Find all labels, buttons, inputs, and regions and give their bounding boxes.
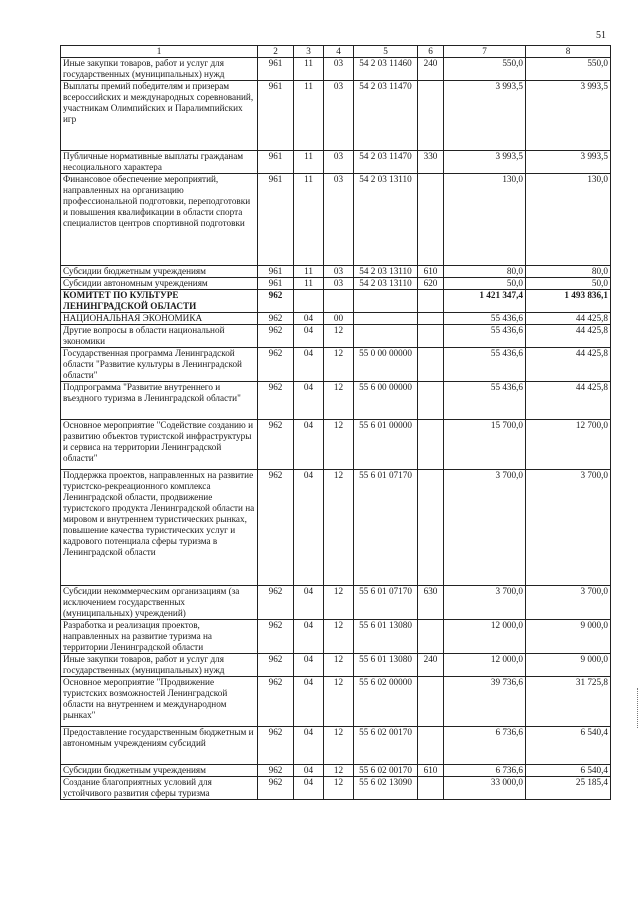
row-value-cell: 12: [324, 420, 354, 470]
row-value-cell: 54 2 03 13110: [354, 266, 418, 278]
row-value-cell: 55 6 01 13080: [354, 620, 418, 654]
row-value-cell: 55 6 02 00170: [354, 727, 418, 765]
row-value-cell: 630: [418, 586, 444, 620]
table-row: [61, 620, 611, 654]
table-row: [61, 290, 611, 313]
row-value-cell: 962: [258, 290, 294, 313]
row-value-cell: [418, 290, 444, 313]
row-value-cell: [354, 290, 418, 313]
row-value-cell: 04: [294, 765, 324, 777]
row-value-cell: 961: [258, 278, 294, 290]
scan-edge-marks: [637, 688, 639, 728]
row-value-cell: 55 0 00 00000: [354, 348, 418, 382]
row-title-cell: Основное мероприятие "Продвижение туристских возможностей Ленинградской области на внутреннем и международном рынках": [61, 677, 258, 727]
row-value-cell: 962: [258, 727, 294, 765]
row-value-cell: 12: [324, 325, 354, 348]
row-value-cell: 04: [294, 313, 324, 325]
row-value-cell: 55 6 01 07170: [354, 470, 418, 586]
row-value-cell: 04: [294, 348, 324, 382]
row-value-cell: 962: [258, 382, 294, 420]
row-value-cell: 03: [324, 58, 354, 81]
row-value-cell: 962: [258, 677, 294, 727]
row-value-cell: 04: [294, 586, 324, 620]
row-value-cell: 3 700,0: [526, 586, 611, 620]
row-value-cell: 11: [294, 278, 324, 290]
row-title-cell: НАЦИОНАЛЬНАЯ ЭКОНОМИКА: [61, 313, 258, 325]
row-value-cell: 6 540,4: [526, 727, 611, 765]
row-value-cell: 130,0: [444, 174, 526, 266]
row-value-cell: 610: [418, 765, 444, 777]
page-number: 51: [596, 30, 606, 41]
row-value-cell: 11: [294, 266, 324, 278]
row-value-cell: 12: [324, 765, 354, 777]
row-value-cell: 44 425,8: [526, 348, 611, 382]
row-value-cell: 80,0: [444, 266, 526, 278]
row-value-cell: 55 6 02 00170: [354, 765, 418, 777]
row-value-cell: [418, 727, 444, 765]
row-title-cell: Финансовое обеспечение мероприятий, направленных на организацию профессиональной подготовки, переподготовки и повышения квалификации в области спорта специалистов центров спортивной подготовки: [61, 174, 258, 266]
table-row: [61, 174, 611, 266]
table-body: [61, 58, 611, 800]
row-value-cell: 04: [294, 777, 324, 800]
row-value-cell: 80,0: [526, 266, 611, 278]
row-title-cell: Разработка и реализация проектов, направленных на развитие туризма на территории Ленинградской области: [61, 620, 258, 654]
row-value-cell: 961: [258, 151, 294, 174]
row-title-cell: Публичные нормативные выплаты гражданам несоциального характера: [61, 151, 258, 174]
row-value-cell: 54 2 03 13110: [354, 278, 418, 290]
row-value-cell: 39 736,6: [444, 677, 526, 727]
row-value-cell: 03: [324, 151, 354, 174]
row-value-cell: 04: [294, 382, 324, 420]
row-title-cell: Субсидии бюджетным учреждениям: [61, 266, 258, 278]
row-title-cell: Государственная программа Ленинградской области "Развитие культуры в Ленинградской области": [61, 348, 258, 382]
row-value-cell: 04: [294, 325, 324, 348]
row-value-cell: 04: [294, 654, 324, 677]
row-value-cell: 04: [294, 620, 324, 654]
row-value-cell: [418, 325, 444, 348]
row-value-cell: 9 000,0: [526, 654, 611, 677]
row-value-cell: 31 725,8: [526, 677, 611, 727]
row-value-cell: [418, 382, 444, 420]
row-value-cell: 962: [258, 470, 294, 586]
row-value-cell: 44 425,8: [526, 313, 611, 325]
table-row: [61, 382, 611, 420]
row-value-cell: 11: [294, 174, 324, 266]
row-value-cell: 55 6 00 00000: [354, 382, 418, 420]
row-title-cell: Поддержка проектов, направленных на развитие туристско-рекреационного комплекса Ленинградской области, продвижение туристского продукта Ленинградской области на мировом и внутреннем туристических рынках, повышение качества туристических услуг и кадрового потенциала сферы туризма в Ленинградской области: [61, 470, 258, 586]
row-value-cell: 961: [258, 266, 294, 278]
header-cell: 8: [526, 46, 611, 58]
row-value-cell: 962: [258, 348, 294, 382]
row-value-cell: 55 436,6: [444, 382, 526, 420]
row-title-cell: Субсидии автономным учреждениям: [61, 278, 258, 290]
row-value-cell: 12: [324, 470, 354, 586]
row-value-cell: 961: [258, 81, 294, 151]
row-value-cell: 1 493 836,1: [526, 290, 611, 313]
row-value-cell: 550,0: [444, 58, 526, 81]
row-title-cell: Предоставление государственным бюджетным и автономным учреждениям субсидий: [61, 727, 258, 765]
row-value-cell: 962: [258, 620, 294, 654]
row-value-cell: 3 700,0: [444, 586, 526, 620]
row-value-cell: [418, 777, 444, 800]
table-row: [61, 586, 611, 620]
row-value-cell: 55 6 02 13090: [354, 777, 418, 800]
row-value-cell: 962: [258, 654, 294, 677]
row-value-cell: [354, 325, 418, 348]
table-row: [61, 81, 611, 151]
row-title-cell: Иные закупки товаров, работ и услуг для государственных (муниципальных) нужд: [61, 654, 258, 677]
header-cell: 7: [444, 46, 526, 58]
row-value-cell: 130,0: [526, 174, 611, 266]
header-row: [61, 46, 611, 58]
table-row: [61, 677, 611, 727]
row-value-cell: 962: [258, 325, 294, 348]
table-row: [61, 420, 611, 470]
row-value-cell: [418, 420, 444, 470]
header-cell: 1: [61, 46, 258, 58]
row-value-cell: 55 436,6: [444, 348, 526, 382]
row-title-cell: Субсидии бюджетным учреждениям: [61, 765, 258, 777]
row-value-cell: 620: [418, 278, 444, 290]
row-value-cell: 12 700,0: [526, 420, 611, 470]
row-value-cell: 12: [324, 654, 354, 677]
row-value-cell: 55 6 01 13080: [354, 654, 418, 677]
row-value-cell: 00: [324, 313, 354, 325]
row-value-cell: 03: [324, 278, 354, 290]
row-value-cell: 240: [418, 58, 444, 81]
row-value-cell: 44 425,8: [526, 382, 611, 420]
row-value-cell: 11: [294, 81, 324, 151]
row-value-cell: 12: [324, 727, 354, 765]
row-value-cell: 11: [294, 58, 324, 81]
row-value-cell: 55 436,6: [444, 313, 526, 325]
table-row: [61, 278, 611, 290]
row-title-cell: Иные закупки товаров, работ и услуг для государственных (муниципальных) нужд: [61, 58, 258, 81]
row-title-cell: КОМИТЕТ ПО КУЛЬТУРЕ ЛЕНИНГРАДСКОЙ ОБЛАСТИ: [61, 290, 258, 313]
table-row: [61, 58, 611, 81]
row-value-cell: 6 540,4: [526, 765, 611, 777]
row-value-cell: 54 2 03 11470: [354, 151, 418, 174]
row-value-cell: [418, 348, 444, 382]
row-value-cell: 3 700,0: [526, 470, 611, 586]
row-value-cell: 12: [324, 586, 354, 620]
row-value-cell: 962: [258, 420, 294, 470]
row-value-cell: [418, 620, 444, 654]
table-row: [61, 765, 611, 777]
row-value-cell: 55 6 01 00000: [354, 420, 418, 470]
table-row: [61, 266, 611, 278]
row-value-cell: [354, 313, 418, 325]
row-value-cell: 962: [258, 777, 294, 800]
row-value-cell: 550,0: [526, 58, 611, 81]
row-value-cell: 6 736,6: [444, 765, 526, 777]
header-cell: 6: [418, 46, 444, 58]
table-row: [61, 470, 611, 586]
row-value-cell: 3 993,5: [526, 151, 611, 174]
row-title-cell: Основное мероприятие "Содействие созданию и развитию объектов туристской инфраструктуры и сервиса на территории Ленинградской области": [61, 420, 258, 470]
row-value-cell: 25 185,4: [526, 777, 611, 800]
budget-table: [60, 45, 611, 800]
row-value-cell: 33 000,0: [444, 777, 526, 800]
table-row: [61, 325, 611, 348]
row-value-cell: 04: [294, 727, 324, 765]
table-row: [61, 313, 611, 325]
row-value-cell: 3 700,0: [444, 470, 526, 586]
row-value-cell: 54 2 03 11470: [354, 81, 418, 151]
row-title-cell: Выплаты премий победителям и призерам всероссийских и международных соревнований, участникам Олимпийских и Паралимпийских игр: [61, 81, 258, 151]
row-value-cell: 04: [294, 677, 324, 727]
row-value-cell: 04: [294, 420, 324, 470]
row-value-cell: 3 993,5: [444, 81, 526, 151]
header-cell: 3: [294, 46, 324, 58]
row-value-cell: 12 000,0: [444, 654, 526, 677]
row-value-cell: 240: [418, 654, 444, 677]
table-row: [61, 777, 611, 800]
header-cell: 2: [258, 46, 294, 58]
row-title-cell: Подпрограмма "Развитие внутреннего и въездного туризма в Ленинградской области": [61, 382, 258, 420]
row-value-cell: 55 436,6: [444, 325, 526, 348]
row-value-cell: 11: [294, 151, 324, 174]
row-value-cell: 962: [258, 313, 294, 325]
row-value-cell: 44 425,8: [526, 325, 611, 348]
header-cell: 5: [354, 46, 418, 58]
row-value-cell: 12: [324, 620, 354, 654]
row-value-cell: 3 993,5: [526, 81, 611, 151]
row-value-cell: 50,0: [444, 278, 526, 290]
row-value-cell: 03: [324, 266, 354, 278]
row-title-cell: Другие вопросы в области национальной экономики: [61, 325, 258, 348]
row-value-cell: 55 6 02 00000: [354, 677, 418, 727]
row-value-cell: 12: [324, 382, 354, 420]
table-row: [61, 727, 611, 765]
row-value-cell: 15 700,0: [444, 420, 526, 470]
row-title-cell: Субсидии некоммерческим организациям (за исключением государственных (муниципальных) учреждений): [61, 586, 258, 620]
table-row: [61, 348, 611, 382]
table-row: [61, 151, 611, 174]
row-title-cell: Создание благоприятных условий для устойчивого развития сферы туризма: [61, 777, 258, 800]
row-value-cell: 50,0: [526, 278, 611, 290]
row-value-cell: 03: [324, 174, 354, 266]
header-cell: 4: [324, 46, 354, 58]
row-value-cell: 54 2 03 11460: [354, 58, 418, 81]
row-value-cell: 962: [258, 586, 294, 620]
row-value-cell: [418, 174, 444, 266]
row-value-cell: [418, 81, 444, 151]
row-value-cell: [418, 313, 444, 325]
row-value-cell: 54 2 03 13110: [354, 174, 418, 266]
row-value-cell: [418, 677, 444, 727]
row-value-cell: 6 736,6: [444, 727, 526, 765]
row-value-cell: 55 6 01 07170: [354, 586, 418, 620]
row-value-cell: [418, 470, 444, 586]
row-value-cell: [294, 290, 324, 313]
row-value-cell: 1 421 347,4: [444, 290, 526, 313]
row-value-cell: 3 993,5: [444, 151, 526, 174]
row-value-cell: 12: [324, 348, 354, 382]
row-value-cell: 9 000,0: [526, 620, 611, 654]
row-value-cell: 12 000,0: [444, 620, 526, 654]
row-value-cell: 961: [258, 174, 294, 266]
row-value-cell: 330: [418, 151, 444, 174]
row-value-cell: 962: [258, 765, 294, 777]
row-value-cell: 12: [324, 777, 354, 800]
row-value-cell: 961: [258, 58, 294, 81]
row-value-cell: [324, 290, 354, 313]
row-value-cell: 12: [324, 677, 354, 727]
row-value-cell: 04: [294, 470, 324, 586]
row-value-cell: 610: [418, 266, 444, 278]
row-value-cell: 03: [324, 81, 354, 151]
table-row: [61, 654, 611, 677]
